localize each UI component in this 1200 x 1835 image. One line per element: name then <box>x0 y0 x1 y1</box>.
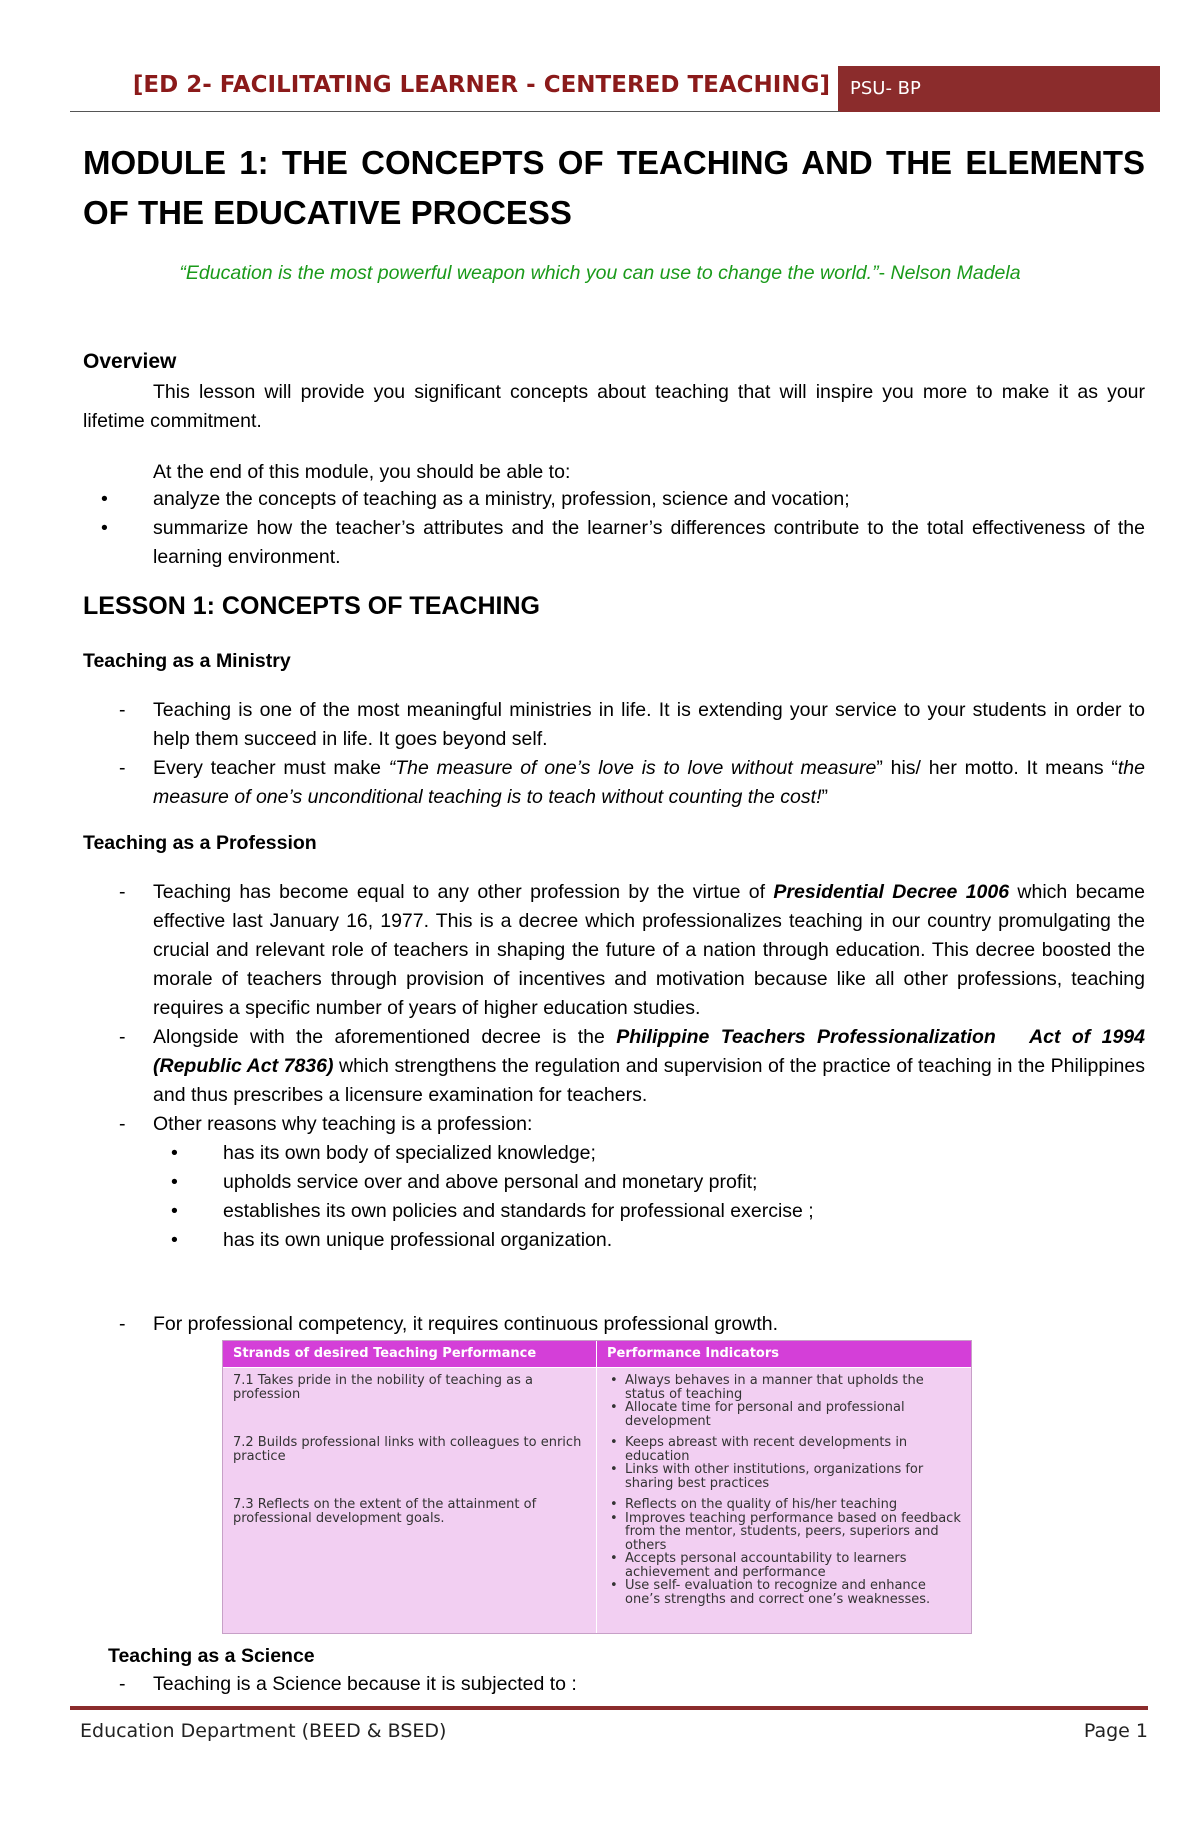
decree-name: Presidential Decree 1006 <box>773 881 1010 903</box>
list-item: • Keeps abreast with recent developments in education <box>607 1436 962 1463</box>
campus-badge: PSU- BP <box>838 66 1160 112</box>
science-heading: Teaching as a Science <box>108 1645 315 1667</box>
list-item: • analyze the concepts of teaching as a ministry, profession, science and vocation; <box>83 485 1145 514</box>
table-row-indicators <box>607 1498 962 1606</box>
reasons-list <box>153 1139 1145 1255</box>
list-item: • has its own unique professional organization. <box>153 1226 1145 1255</box>
header-rule <box>70 111 840 112</box>
list-item <box>83 1023 1151 1110</box>
profession-heading: Teaching as a Profession <box>83 832 317 854</box>
list-item: - For professional competency, it requires continuous professional growth. <box>83 1310 1145 1339</box>
text-run: Other reasons why teaching is a profession: <box>153 1113 533 1135</box>
overview-paragraph: This lesson will provide you significant concepts about teaching that will inspire you more to make it as your lifetime commitment. <box>83 381 1145 432</box>
column-header: Performance Indicators <box>607 1346 780 1361</box>
text-run: which strengthens the regulation and supervision of the practice of teaching in the Philippines and thus prescribes a licensure examination for teachers. <box>153 1055 1145 1106</box>
list-item: • Accepts personal accountability to learners achievement and performance <box>607 1552 962 1579</box>
row-divider <box>223 1367 971 1368</box>
act-name: Philippine Teachers Professionalization Act of 1994 (Republic Act 7836) <box>153 1026 1151 1077</box>
list-item: • Links with other institutions, organizations for sharing best practices <box>607 1463 962 1490</box>
overview-heading: Overview <box>83 350 177 373</box>
italic-run: the measure of one’s unconditional teaching is to teach without counting the cost! <box>153 757 1145 808</box>
objectives-list <box>83 485 1145 572</box>
course-title: [ED 2- FACILITATING LEARNER - CENTERED TEACHING] <box>132 72 830 98</box>
column-divider <box>596 1341 597 1633</box>
profession-list-continued <box>83 1310 1145 1339</box>
objectives-intro: At the end of this module, you should be able to: <box>153 461 571 483</box>
quote-dash: - <box>878 262 891 284</box>
performance-table <box>222 1340 972 1634</box>
list-item <box>83 1110 1145 1255</box>
list-item: • establishes its own policies and standards for professional exercise ; <box>153 1197 1145 1226</box>
list-item: • Allocate time for personal and professional development <box>607 1401 962 1428</box>
opening-quote <box>0 262 1200 285</box>
text-run: Alongside with the aforementioned decree is the <box>153 1026 617 1048</box>
list-item <box>83 754 1145 812</box>
list-item <box>83 878 1145 1023</box>
list-item: • summarize how the teacher’s attributes and the learner’s differences contribute to the total effectiveness of the learning environment. <box>83 514 1145 572</box>
science-list <box>83 1670 1145 1699</box>
module-title: MODULE 1: THE CONCEPTS OF TEACHING AND THE ELEMENTS OF THE EDUCATIVE PROCESS <box>83 144 1145 231</box>
ministry-list <box>83 696 1145 812</box>
text-run: Every teacher must make <box>153 757 389 779</box>
quote-author: Nelson Madela <box>890 262 1021 284</box>
list-item: • Use self- evaluation to recognize and enhance one’s strengths and correct one’s weaknesses. <box>607 1579 962 1606</box>
text-run: Teaching has become equal to any other profession by the virtue of <box>153 881 774 903</box>
table-row-strand: 7.3 Reflects on the extent of the attainment of professional development goals. <box>233 1497 537 1526</box>
text-run: ” his/ her motto. It means “ <box>876 757 1118 779</box>
footer-department: Education Department (BEED & BSED) <box>80 1720 447 1742</box>
page-number: Page 1 <box>1083 1720 1148 1742</box>
table-row-indicators <box>607 1436 962 1490</box>
text-run: which became effective last January 16, 1977. This is a decree which professionalizes teaching in our country promulgating the crucial and relevant role of teachers in shaping the future of a nation through education. This decree boosted the morale of teachers through provision of incentives and motivation because like all other professions, teaching requires a specific number of years of higher education studies. <box>153 881 1145 1019</box>
list-item: • Reflects on the quality of his/her teaching <box>607 1498 962 1512</box>
lesson-title: LESSON 1: CONCEPTS OF TEACHING <box>83 592 540 620</box>
table-row-indicators <box>607 1374 962 1428</box>
list-item: • Always behaves in a manner that upholds the status of teaching <box>607 1374 962 1401</box>
column-header: Strands of desired Teaching Performance <box>233 1346 537 1361</box>
list-item: - Teaching is one of the most meaningful ministries in life. It is extending your service to your students in order to help them succeed in life. It goes beyond self. <box>83 696 1145 754</box>
list-item: • upholds service over and above personal and monetary profit; <box>153 1168 1145 1197</box>
text-run: ” <box>821 786 828 808</box>
page-header <box>70 66 1160 114</box>
list-item: • Improves teaching performance based on feedback from the mentor, students, peers, superiors and others <box>607 1512 962 1553</box>
italic-run: “The measure of one’s love is to love without measure <box>388 757 877 779</box>
quote-text: “Education is the most powerful weapon which you can use to change the world.” <box>179 262 879 284</box>
ministry-heading: Teaching as a Ministry <box>83 650 291 672</box>
table-row-strand: 7.2 Builds professional links with colleagues to enrich practice <box>233 1435 582 1464</box>
footer-rule <box>70 1706 1148 1710</box>
table-header <box>223 1341 971 1367</box>
list-item: - Teaching is a Science because it is subjected to : <box>83 1670 1145 1699</box>
list-item: • has its own body of specialized knowledge; <box>153 1139 1145 1168</box>
profession-list <box>83 878 1151 1255</box>
table-row-strand: 7.1 Takes pride in the nobility of teaching as a profession <box>233 1373 533 1402</box>
